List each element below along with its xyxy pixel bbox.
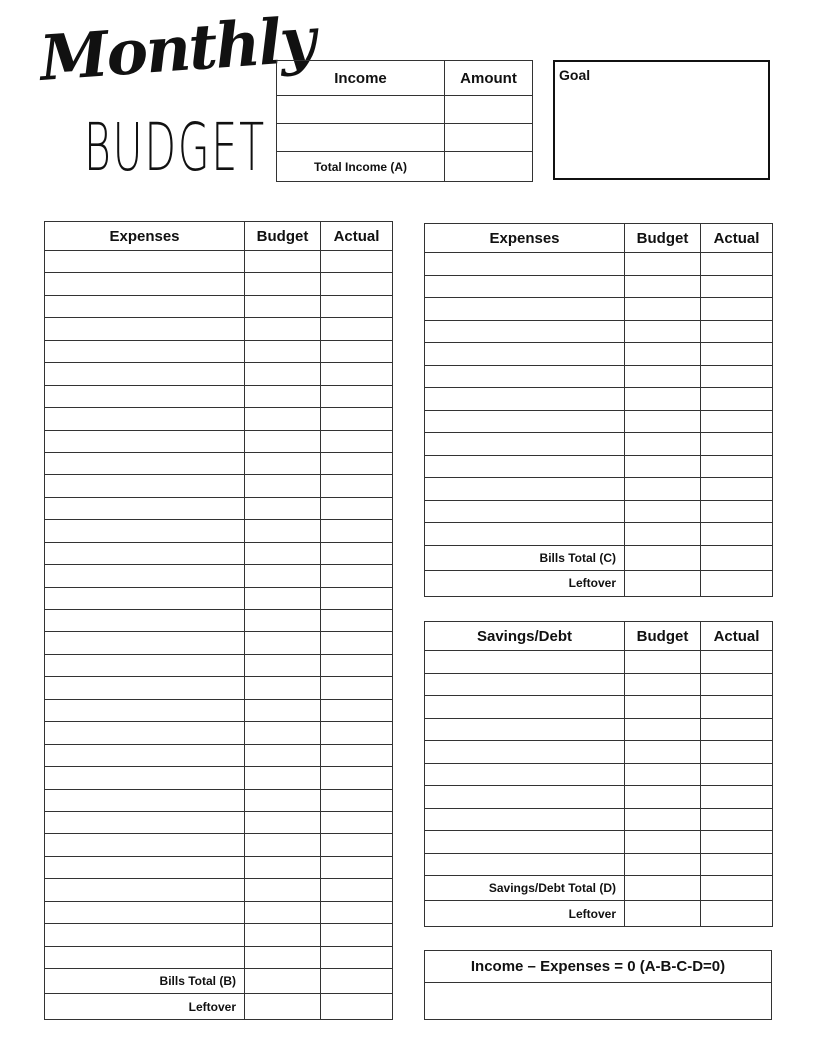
- left-expenses-header: Expenses: [45, 222, 245, 251]
- income-table: [276, 60, 533, 182]
- blank-cell[interactable]: [625, 831, 701, 854]
- blank-cell[interactable]: [625, 741, 701, 764]
- blank-cell[interactable]: [245, 520, 321, 542]
- blank-cell[interactable]: [321, 251, 393, 273]
- savings-debt-table: [424, 621, 773, 927]
- blank-cell[interactable]: [701, 433, 773, 456]
- bills-total-b-actual[interactable]: [321, 969, 393, 994]
- blank-cell[interactable]: [425, 388, 625, 411]
- left-actual-header: Actual: [321, 222, 393, 251]
- blank-cell[interactable]: [625, 651, 701, 674]
- blank-cell[interactable]: [425, 696, 625, 719]
- blank-cell[interactable]: [45, 295, 245, 317]
- table-row: [45, 654, 393, 676]
- table-row: [425, 808, 773, 831]
- blank-cell[interactable]: [45, 924, 245, 946]
- blank-cell[interactable]: [245, 408, 321, 430]
- table-row: [45, 318, 393, 340]
- blank-cell[interactable]: [45, 452, 245, 474]
- table-row: [45, 363, 393, 385]
- bills-total-b-budget[interactable]: [245, 969, 321, 994]
- blank-cell[interactable]: [245, 654, 321, 676]
- table-row: [425, 523, 773, 546]
- blank-cell[interactable]: [625, 365, 701, 388]
- table-row: [425, 831, 773, 854]
- savings-budget-header: Budget: [625, 622, 701, 651]
- income-expenses-equation: Income – Expenses = 0 (A-B-C-D=0): [425, 951, 771, 983]
- table-row: [277, 96, 533, 124]
- blank-cell[interactable]: [321, 565, 393, 587]
- table-row: [425, 741, 773, 764]
- blank-cell[interactable]: [245, 946, 321, 968]
- blank-cell[interactable]: [425, 853, 625, 876]
- savings-debt-total-d-actual[interactable]: [701, 876, 773, 901]
- blank-cell[interactable]: [45, 565, 245, 587]
- table-row: [45, 565, 393, 587]
- blank-cell[interactable]: [625, 853, 701, 876]
- blank-cell[interactable]: [321, 520, 393, 542]
- savings-leftover-actual[interactable]: [701, 901, 773, 927]
- table-row: [425, 275, 773, 298]
- blank-cell[interactable]: [245, 251, 321, 273]
- blank-cell[interactable]: [45, 587, 245, 609]
- table-row: [45, 273, 393, 295]
- blank-cell[interactable]: [245, 767, 321, 789]
- blank-cell[interactable]: [701, 718, 773, 741]
- blank-cell[interactable]: [45, 520, 245, 542]
- table-row: [45, 856, 393, 878]
- blank-cell[interactable]: [321, 699, 393, 721]
- blank-cell[interactable]: [701, 696, 773, 719]
- blank-cell[interactable]: [245, 318, 321, 340]
- table-row: [425, 786, 773, 809]
- blank-cell[interactable]: [321, 430, 393, 452]
- blank-cell[interactable]: [701, 343, 773, 366]
- table-row: [45, 722, 393, 744]
- blank-cell[interactable]: [321, 318, 393, 340]
- table-row: [425, 500, 773, 523]
- blank-cell[interactable]: [701, 298, 773, 321]
- table-row: [45, 475, 393, 497]
- left-budget-header: Budget: [245, 222, 321, 251]
- table-row: [45, 452, 393, 474]
- bills-total-c-budget[interactable]: [625, 545, 701, 570]
- table-row: [45, 767, 393, 789]
- blank-cell[interactable]: [245, 901, 321, 923]
- table-row: [45, 946, 393, 968]
- right-budget-header: Budget: [625, 224, 701, 253]
- blank-cell[interactable]: [45, 789, 245, 811]
- table-row: [45, 587, 393, 609]
- bills-total-c-actual[interactable]: [701, 545, 773, 570]
- blank-cell[interactable]: [425, 718, 625, 741]
- blank-cell[interactable]: [321, 363, 393, 385]
- blank-cell[interactable]: [321, 587, 393, 609]
- table-row: [425, 853, 773, 876]
- savings-debt-total-d-budget[interactable]: [625, 876, 701, 901]
- bills-total-c-label: Bills Total (C): [425, 545, 625, 570]
- blank-cell[interactable]: [245, 699, 321, 721]
- savings-leftover-label: Leftover: [425, 901, 625, 927]
- blank-cell[interactable]: [625, 673, 701, 696]
- table-row: [45, 430, 393, 452]
- table-row: [45, 610, 393, 632]
- blank-cell[interactable]: [321, 610, 393, 632]
- table-row: [425, 478, 773, 501]
- blank-cell[interactable]: [321, 879, 393, 901]
- blank-cell[interactable]: [321, 654, 393, 676]
- table-row: [425, 718, 773, 741]
- blank-cell[interactable]: [701, 455, 773, 478]
- blank-cell[interactable]: [321, 295, 393, 317]
- blank-cell[interactable]: [321, 408, 393, 430]
- blank-cell[interactable]: [245, 879, 321, 901]
- right-leftover-budget[interactable]: [625, 570, 701, 596]
- table-row: [425, 343, 773, 366]
- blank-cell[interactable]: [45, 699, 245, 721]
- blank-cell[interactable]: [45, 340, 245, 362]
- table-row: [45, 542, 393, 564]
- blank-cell[interactable]: [245, 340, 321, 362]
- blank-cell[interactable]: [245, 565, 321, 587]
- blank-cell[interactable]: [321, 385, 393, 407]
- blank-cell[interactable]: [245, 856, 321, 878]
- table-row: [45, 520, 393, 542]
- table-row: [425, 763, 773, 786]
- blank-cell[interactable]: [625, 718, 701, 741]
- blank-cell[interactable]: [45, 497, 245, 519]
- blank-cell[interactable]: [625, 478, 701, 501]
- blank-cell[interactable]: [425, 523, 625, 546]
- blank-cell[interactable]: [245, 722, 321, 744]
- left-leftover-budget[interactable]: [245, 994, 321, 1020]
- blank-cell[interactable]: [625, 696, 701, 719]
- table-row: [45, 811, 393, 833]
- blank-cell[interactable]: [701, 410, 773, 433]
- blank-cell[interactable]: [245, 542, 321, 564]
- table-row: [45, 677, 393, 699]
- title-monthly: Monthly: [37, 2, 317, 95]
- blank-cell[interactable]: [321, 722, 393, 744]
- blank-cell[interactable]: [245, 497, 321, 519]
- blank-cell[interactable]: [625, 433, 701, 456]
- blank-cell[interactable]: [45, 856, 245, 878]
- blank-cell[interactable]: [45, 408, 245, 430]
- table-row: [277, 124, 533, 152]
- right-expenses-table: [424, 223, 773, 597]
- blank-cell[interactable]: [321, 811, 393, 833]
- blank-cell[interactable]: [45, 744, 245, 766]
- blank-cell[interactable]: [625, 388, 701, 411]
- table-row: [45, 295, 393, 317]
- blank-cell[interactable]: [45, 901, 245, 923]
- table-row: [425, 253, 773, 276]
- blank-cell[interactable]: [625, 320, 701, 343]
- blank-cell[interactable]: [245, 363, 321, 385]
- blank-cell[interactable]: [321, 632, 393, 654]
- blank-cell[interactable]: [625, 410, 701, 433]
- right-leftover-actual[interactable]: [701, 570, 773, 596]
- blank-cell[interactable]: [45, 879, 245, 901]
- blank-cell[interactable]: [321, 856, 393, 878]
- blank-cell[interactable]: [425, 831, 625, 854]
- blank-cell[interactable]: [245, 811, 321, 833]
- blank-cell[interactable]: [245, 677, 321, 699]
- blank-cell[interactable]: [45, 632, 245, 654]
- table-row: [45, 879, 393, 901]
- blank-cell[interactable]: [425, 478, 625, 501]
- blank-cell[interactable]: [45, 475, 245, 497]
- blank-cell[interactable]: [321, 924, 393, 946]
- blank-cell[interactable]: [425, 365, 625, 388]
- right-expenses-header: Expenses: [425, 224, 625, 253]
- bills-total-b-label: Bills Total (B): [45, 969, 245, 994]
- blank-cell[interactable]: [625, 275, 701, 298]
- table-row: [45, 789, 393, 811]
- table-row: [45, 408, 393, 430]
- blank-cell[interactable]: [425, 786, 625, 809]
- blank-cell[interactable]: [701, 275, 773, 298]
- blank-cell[interactable]: [321, 834, 393, 856]
- blank-cell[interactable]: [425, 433, 625, 456]
- blank-cell[interactable]: [625, 298, 701, 321]
- blank-cell[interactable]: [245, 273, 321, 295]
- blank-cell[interactable]: [701, 763, 773, 786]
- table-row: [45, 924, 393, 946]
- blank-cell[interactable]: [245, 632, 321, 654]
- blank-cell[interactable]: [701, 388, 773, 411]
- savings-leftover-budget[interactable]: [625, 901, 701, 927]
- blank-cell[interactable]: [445, 96, 533, 124]
- blank-cell[interactable]: [45, 385, 245, 407]
- right-actual-header: Actual: [701, 224, 773, 253]
- blank-cell[interactable]: [45, 654, 245, 676]
- table-row: [45, 632, 393, 654]
- blank-cell[interactable]: [321, 946, 393, 968]
- table-row: [45, 699, 393, 721]
- savings-debt-header: Savings/Debt: [425, 622, 625, 651]
- blank-cell[interactable]: [45, 430, 245, 452]
- title-budget: BUDGET: [84, 109, 266, 186]
- savings-debt-total-d-label: Savings/Debt Total (D): [425, 876, 625, 901]
- savings-actual-header: Actual: [701, 622, 773, 651]
- blank-cell[interactable]: [321, 497, 393, 519]
- blank-cell[interactable]: [245, 430, 321, 452]
- blank-cell[interactable]: [245, 295, 321, 317]
- table-row: [45, 497, 393, 519]
- blank-cell[interactable]: [245, 452, 321, 474]
- blank-cell[interactable]: [321, 789, 393, 811]
- blank-cell[interactable]: [321, 542, 393, 564]
- blank-cell[interactable]: [701, 320, 773, 343]
- blank-cell[interactable]: [45, 318, 245, 340]
- blank-cell[interactable]: [321, 744, 393, 766]
- blank-cell[interactable]: [625, 808, 701, 831]
- blank-cell[interactable]: [425, 253, 625, 276]
- income-header: Income: [277, 61, 445, 96]
- goal-box[interactable]: [553, 60, 770, 180]
- blank-cell[interactable]: [45, 677, 245, 699]
- blank-cell[interactable]: [245, 385, 321, 407]
- table-row: [425, 365, 773, 388]
- blank-cell[interactable]: [425, 298, 625, 321]
- blank-cell[interactable]: [625, 455, 701, 478]
- blank-cell[interactable]: [701, 478, 773, 501]
- blank-cell[interactable]: [701, 808, 773, 831]
- goal-label: Goal: [559, 67, 591, 83]
- table-row: [45, 744, 393, 766]
- blank-cell[interactable]: [701, 853, 773, 876]
- blank-cell[interactable]: [625, 763, 701, 786]
- table-row: [45, 340, 393, 362]
- blank-cell[interactable]: [245, 834, 321, 856]
- blank-cell[interactable]: [625, 500, 701, 523]
- total-income-label: Total Income (A): [277, 152, 445, 182]
- table-row: [45, 251, 393, 273]
- table-row: [45, 385, 393, 407]
- blank-cell[interactable]: [701, 741, 773, 764]
- right-leftover-label: Leftover: [425, 570, 625, 596]
- blank-cell[interactable]: [245, 744, 321, 766]
- blank-cell[interactable]: [45, 251, 245, 273]
- blank-cell[interactable]: [245, 789, 321, 811]
- blank-cell[interactable]: [445, 124, 533, 152]
- blank-cell[interactable]: [425, 275, 625, 298]
- blank-cell[interactable]: [45, 542, 245, 564]
- blank-cell[interactable]: [245, 475, 321, 497]
- blank-cell[interactable]: [245, 924, 321, 946]
- blank-cell[interactable]: [425, 763, 625, 786]
- table-row: [425, 388, 773, 411]
- table-row: [425, 298, 773, 321]
- blank-cell[interactable]: [701, 365, 773, 388]
- left-expenses-table: [44, 221, 393, 1020]
- left-leftover-label: Leftover: [45, 994, 245, 1020]
- blank-cell[interactable]: [425, 410, 625, 433]
- blank-cell[interactable]: [321, 452, 393, 474]
- blank-cell[interactable]: [425, 455, 625, 478]
- blank-cell[interactable]: [425, 343, 625, 366]
- blank-cell[interactable]: [45, 722, 245, 744]
- blank-cell[interactable]: [701, 786, 773, 809]
- table-row: [425, 320, 773, 343]
- table-row: [425, 410, 773, 433]
- blank-cell[interactable]: [277, 96, 445, 124]
- table-row: [45, 834, 393, 856]
- equation-answer-area[interactable]: [425, 983, 771, 1019]
- table-row: [425, 433, 773, 456]
- blank-cell[interactable]: [425, 741, 625, 764]
- blank-cell[interactable]: [701, 831, 773, 854]
- blank-cell[interactable]: [45, 273, 245, 295]
- blank-cell[interactable]: [425, 320, 625, 343]
- blank-cell[interactable]: [321, 901, 393, 923]
- blank-cell[interactable]: [625, 343, 701, 366]
- blank-cell[interactable]: [425, 500, 625, 523]
- blank-cell[interactable]: [321, 273, 393, 295]
- blank-cell[interactable]: [625, 253, 701, 276]
- blank-cell[interactable]: [45, 811, 245, 833]
- blank-cell[interactable]: [245, 587, 321, 609]
- blank-cell[interactable]: [45, 834, 245, 856]
- table-row: [425, 455, 773, 478]
- blank-cell[interactable]: [45, 610, 245, 632]
- table-row: [425, 673, 773, 696]
- blank-cell[interactable]: [625, 523, 701, 546]
- table-row: [45, 901, 393, 923]
- blank-cell[interactable]: [625, 786, 701, 809]
- amount-header: Amount: [445, 61, 533, 96]
- left-leftover-actual[interactable]: [321, 994, 393, 1020]
- blank-cell[interactable]: [45, 946, 245, 968]
- blank-cell[interactable]: [321, 677, 393, 699]
- blank-cell[interactable]: [425, 651, 625, 674]
- blank-cell[interactable]: [425, 808, 625, 831]
- blank-cell[interactable]: [321, 340, 393, 362]
- income-expenses-box: [424, 950, 772, 1020]
- blank-cell[interactable]: [245, 610, 321, 632]
- blank-cell[interactable]: [321, 767, 393, 789]
- blank-cell[interactable]: [701, 673, 773, 696]
- blank-cell[interactable]: [45, 363, 245, 385]
- blank-cell[interactable]: [701, 253, 773, 276]
- blank-cell[interactable]: [425, 673, 625, 696]
- total-income-cell[interactable]: [445, 152, 533, 182]
- blank-cell[interactable]: [321, 475, 393, 497]
- table-row: [425, 651, 773, 674]
- blank-cell[interactable]: [277, 124, 445, 152]
- blank-cell[interactable]: [701, 523, 773, 546]
- table-row: [425, 696, 773, 719]
- blank-cell[interactable]: [701, 651, 773, 674]
- blank-cell[interactable]: [701, 500, 773, 523]
- blank-cell[interactable]: [45, 767, 245, 789]
